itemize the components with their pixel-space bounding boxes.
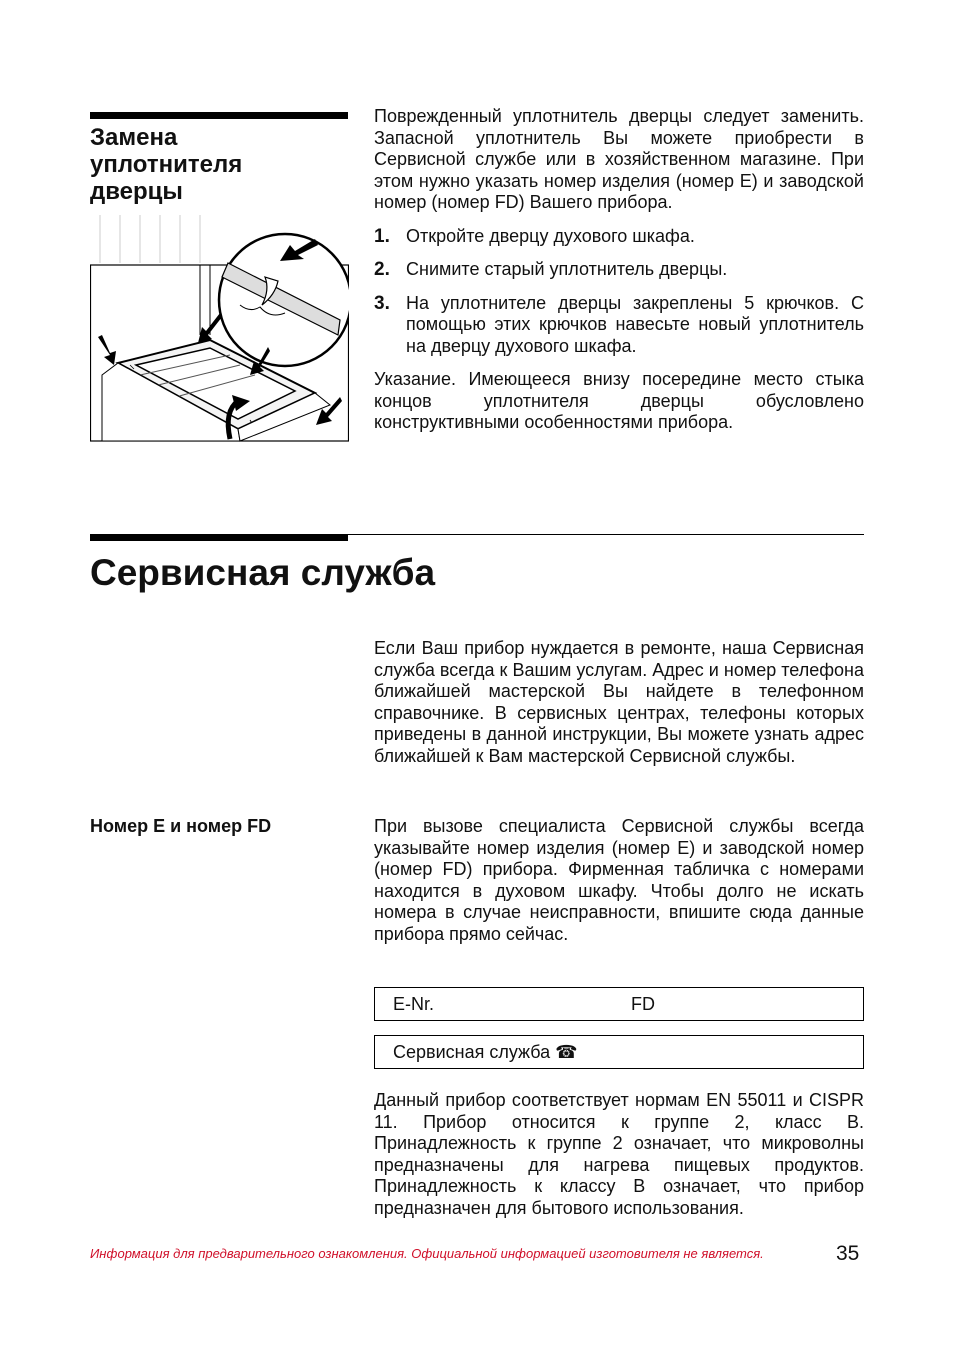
- step-item: [374, 259, 864, 281]
- section2-rule-thin: [348, 534, 864, 535]
- section2-intro: Если Ваш прибор нуждается в ремонте, наша Сервисная служба всегда к Вашим услугам. Адрес и номер телефона ближайшей мастерской Вы найдете в телефонном справочнике. В сервисных центрах, телефоны которых приведены в данной инструкции, Вы можете узнать адрес ближайшей к Вам мастерской Сервисной службы.: [374, 638, 864, 766]
- enr-fd-box[interactable]: [374, 987, 864, 1021]
- section1-note: Указание. Имеющееся внизу посередине место стыка концов уплотнителя дверцы обусловлено конструктивными особенностями прибора.: [374, 369, 864, 432]
- step-text: На уплотнителе дверцы закреплены 5 крючков. С помощью этих крючков навесьте новый уплотнитель на дверцу духового шкафа.: [406, 292, 864, 356]
- compliance-text: Данный прибор соответствует нормам EN 55011 и CISPR 11. Прибор относится к группе 2, класс B. Принадлежность к группе 2 означает, что микроволны предназначены для нагрева пищевых продуктов. Принадлежность к классу B означает, что прибор предназначен для бытового использования.: [374, 1090, 864, 1218]
- section1-title: [90, 124, 340, 205]
- service-label: Сервисная служба: [393, 1042, 551, 1062]
- phone-icon: ☎: [555, 1042, 578, 1062]
- service-phone-box[interactable]: [374, 1035, 864, 1069]
- step-text: Снимите старый уплотнитель дверцы.: [406, 259, 728, 279]
- step-number: 1.: [374, 225, 390, 247]
- section1-intro: Поврежденный уплотнитель дверцы следует заменить. Запасной уплотнитель Вы можете приобрести в Сервисной службе или в хозяйственном магазине. При этом нужно указать номер изделия (номер Е) и заводской номер (номер FD) Вашего прибора.: [374, 106, 864, 212]
- enr-label: E-Nr.: [393, 994, 435, 1014]
- section1-rule: [90, 112, 348, 119]
- section1-title-line: дверцы: [90, 178, 183, 205]
- step-item: [374, 226, 864, 248]
- fd-label: FD: [631, 994, 655, 1014]
- step-item: [374, 293, 864, 358]
- subsection-text: При вызове специалиста Сервисной службы всегда указывайте номер изделия (номер Е) и заводской номер (номер FD) прибора. Фирменная табличка с номерами находится в духовом шкафу. Чтобы долго не искать номера в случае неисправности, впишите сюда данные прибора прямо сейчас.: [374, 816, 864, 944]
- section1-title-line: уплотнителя: [90, 151, 243, 178]
- step-number: 3.: [374, 292, 390, 314]
- steps-list: [374, 226, 864, 358]
- section1-body: [374, 106, 864, 446]
- subsection-heading: Номер E и номер FD: [90, 816, 272, 836]
- door-seal-illustration: [90, 215, 349, 442]
- page-number: 35: [836, 1242, 860, 1265]
- section2-rule-thick: [90, 534, 348, 541]
- step-text: Откройте дверцу духового шкафа.: [406, 225, 695, 246]
- section1-title-line: Замена: [90, 124, 178, 151]
- footer-disclaimer: Информация для предварительного ознакомления. Официальной информацией изготовителя не является.: [90, 1246, 764, 1261]
- service-label-group: [393, 1036, 578, 1068]
- step-number: 2.: [374, 259, 390, 280]
- section2-title: Сервисная служба: [90, 552, 436, 593]
